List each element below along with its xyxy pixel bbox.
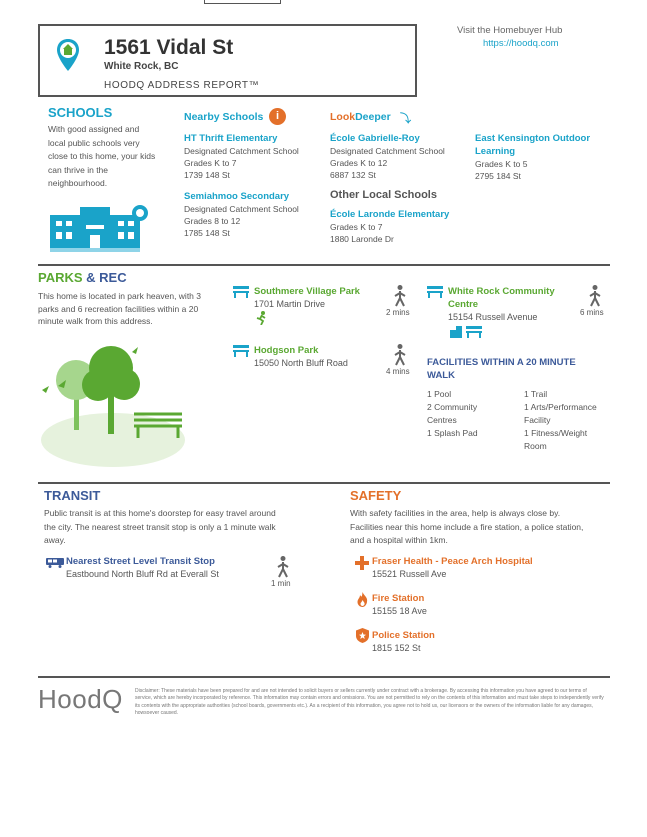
lookdeeper-deeper: Deeper (355, 111, 391, 123)
transit-stop-address: Eastbound North Bluff Rd at Everall St (66, 569, 219, 579)
school-item (184, 132, 324, 181)
school-type: Designated Catchment School (330, 146, 445, 156)
location-pin-icon (56, 38, 80, 72)
safety-item (372, 592, 572, 617)
transit-description: Public transit is at this home's doorstep for easy travel around the city. The nearest street transit stop is only a 1 minute walk away. (44, 508, 276, 545)
walking-person-icon (393, 285, 407, 307)
school-name[interactable]: HT Thrift Elementary (184, 133, 278, 144)
parks-title (38, 270, 127, 285)
park-bench-icon (233, 286, 249, 298)
school-item (184, 190, 324, 239)
facilities-heading: FACILITIES WITHIN A 20 MINUTE WALK (427, 357, 576, 381)
safety-title: SAFETY (350, 488, 402, 503)
parks-title-rec: & REC (86, 270, 127, 285)
fire-icon (357, 592, 368, 607)
park-item (448, 285, 573, 323)
safety-name[interactable]: Police Station (372, 630, 435, 641)
school-grades: Grades K to 12 (330, 158, 388, 168)
school-building-icon (50, 203, 152, 253)
park-name[interactable]: Hodgson Park (254, 345, 319, 356)
other-schools-heading: Other Local Schools (330, 189, 437, 201)
safety-name[interactable]: Fire Station (372, 593, 425, 604)
transit-stop-item (66, 555, 266, 580)
nearby-schools-heading: Nearby Schools (184, 111, 264, 123)
facility-item: 2 Community Centres (427, 402, 478, 425)
facility-item: 1 Trail (524, 389, 548, 399)
park-name[interactable]: Southmere Village Park (254, 286, 360, 297)
walking-person-icon (588, 285, 602, 307)
address-title: 1561 Vidal St (104, 36, 234, 59)
school-name[interactable]: École Laronde Elementary (330, 209, 450, 220)
facility-icons (450, 326, 486, 338)
hospital-cross-icon (355, 556, 369, 570)
divider (38, 676, 610, 678)
parks-description: This home is located in park heaven, with 3 parks and 6 recreation facilities within a 20 minute walk from this address. (38, 291, 202, 326)
facility-item: 1 Arts/Performance Facility (524, 402, 597, 425)
park-name[interactable]: White Rock Community Centre (448, 286, 555, 310)
walking-person-icon (276, 556, 290, 578)
school-item (475, 132, 605, 182)
park-address: 15154 Russell Avenue (448, 312, 538, 322)
school-type: Designated Catchment School (184, 146, 299, 156)
school-name[interactable]: Semiahmoo Secondary (184, 191, 290, 202)
top-tab (204, 0, 281, 4)
school-item (330, 208, 480, 245)
school-grades: Grades K to 7 (330, 222, 383, 232)
info-icon[interactable]: i (269, 108, 286, 125)
park-address: 15050 North Bluff Road (254, 358, 348, 368)
transit-title: TRANSIT (44, 488, 101, 503)
school-type: Designated Catchment School (184, 204, 299, 214)
school-address: 2795 184 St (475, 171, 521, 181)
school-address: 6887 132 St (330, 170, 376, 180)
safety-address: 15521 Russell Ave (372, 569, 447, 579)
schools-description: With good assigned and local public schools very close to this home, your kids can thrive in the neighbourhood. (48, 124, 156, 188)
hub-label: Visit the Homebuyer Hub (457, 25, 563, 36)
safety-address: 1815 152 St (372, 643, 421, 653)
park-bench-icon (233, 345, 249, 357)
parks-title-parks: PARKS (38, 270, 83, 285)
city-label: White Rock, BC (104, 61, 179, 72)
park-item (254, 285, 384, 310)
schools-title: SCHOOLS (48, 105, 113, 120)
walking-person-icon (393, 344, 407, 366)
lookdeeper-look: Look (330, 111, 356, 123)
safety-item (372, 555, 572, 580)
hub-link[interactable]: https://hoodq.com (483, 38, 559, 49)
school-grades: Grades K to 7 (184, 158, 237, 168)
school-address: 1739 148 St (184, 170, 230, 180)
park-address: 1701 Martin Drive (254, 299, 326, 309)
walk-time: 1 min (271, 579, 291, 588)
disclaimer-text: Disclaimer: These materials have been prepared for and are not intended to solicit buyers or sellers currently under contract with a brokerage. By accessing this information you have agreed to our terms of service, which are hereby incorporated by reference. This information may contain errors and omissions. You are not permitted to rely on the contents of this information and must take steps to independently verify its contents with the appropriate authorities (school boards, governments etc.). As a recipient of this information, you agree not to hold us, our licensors or the owners of the information liable for any damages, howsoever caused. (135, 688, 604, 717)
runner-icon (256, 311, 268, 325)
transit-stop-name[interactable]: Nearest Street Level Transit Stop (66, 556, 215, 567)
school-grades: Grades 8 to 12 (184, 216, 241, 226)
lookdeeper-logo[interactable] (330, 111, 391, 123)
bus-icon (46, 558, 64, 568)
school-name[interactable]: École Gabrielle-Roy (330, 133, 420, 144)
safety-description: With safety facilities in the area, help is always close by. Facilities near this home include a fire station, a police station, and a hospital within 1km. (350, 508, 584, 545)
school-grades: Grades K to 5 (475, 159, 528, 169)
divider (38, 482, 610, 484)
school-item (330, 132, 470, 181)
hoodq-logo: HoodQ (38, 684, 123, 714)
facility-item: 1 Pool (427, 389, 452, 399)
safety-name[interactable]: Fraser Health - Peace Arch Hospital (372, 556, 533, 567)
arrow-down-icon: ⤵ (400, 113, 411, 125)
facility-item: 1 Fitness/Weight Room (524, 428, 588, 451)
school-address: 1880 Laronde Dr (330, 234, 394, 244)
facility-item: 1 Splash Pad (427, 428, 478, 438)
walk-time: 2 mins (386, 308, 410, 317)
facilities-list-left (427, 388, 517, 440)
walk-time: 4 mins (386, 367, 410, 376)
school-name[interactable]: East Kensington Outdoor Learning (475, 133, 591, 157)
report-label: HOODQ ADDRESS REPORT™ (104, 80, 260, 91)
walk-time: 6 mins (580, 308, 604, 317)
divider (38, 264, 610, 266)
trees-illustration (38, 340, 188, 468)
safety-address: 15155 18 Ave (372, 606, 427, 616)
park-bench-icon (427, 286, 443, 298)
school-address: 1785 148 St (184, 228, 230, 238)
police-badge-icon (356, 628, 369, 643)
safety-item (372, 629, 572, 654)
park-item (254, 344, 384, 369)
facilities-list-right (524, 388, 614, 453)
